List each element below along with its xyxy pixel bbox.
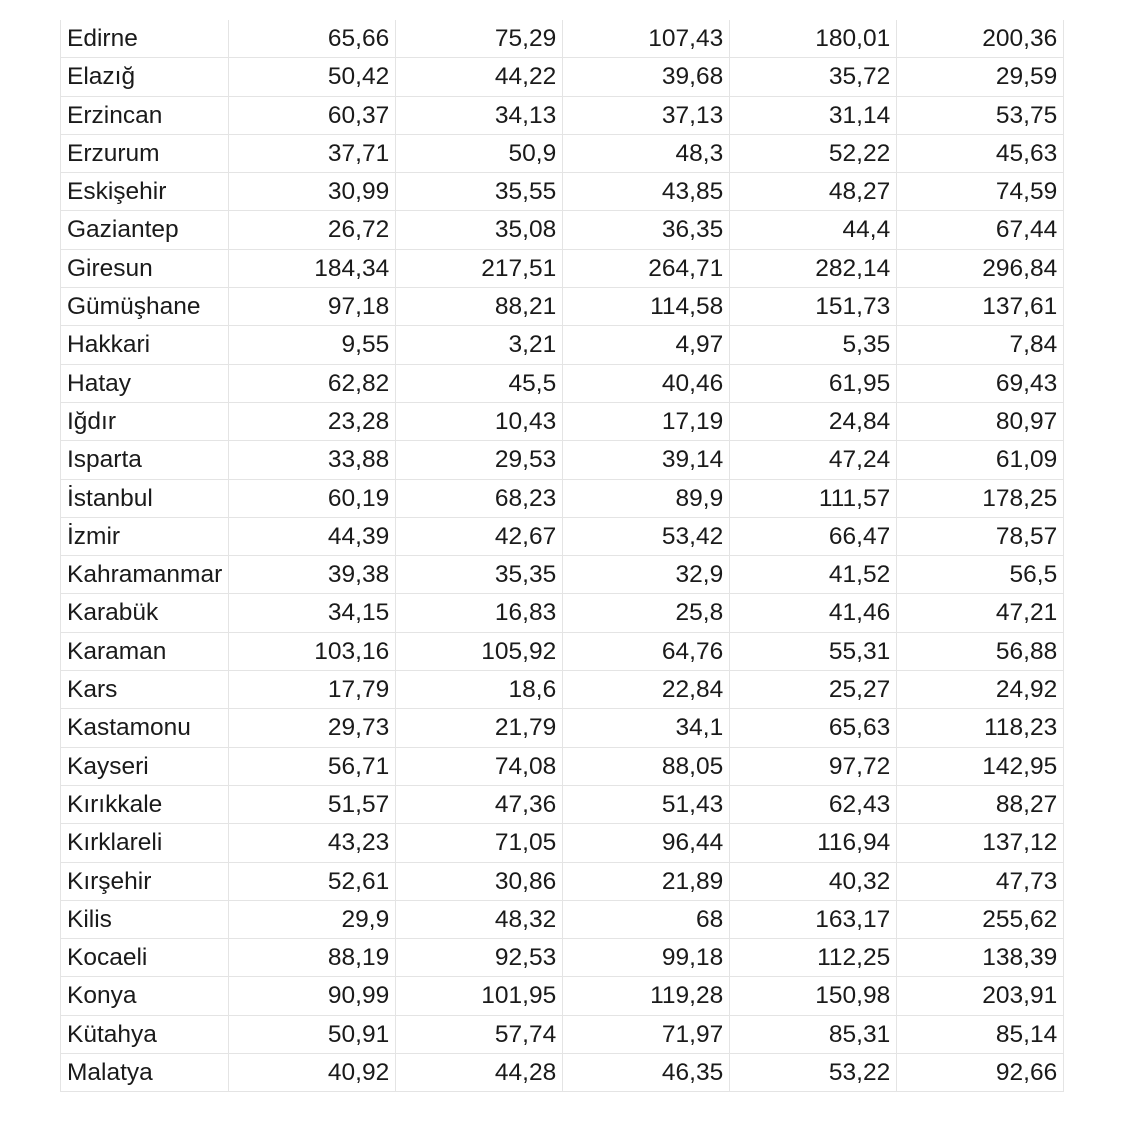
province-name-cell[interactable]: Konya bbox=[61, 977, 229, 1015]
value-cell-2[interactable]: 217,51 bbox=[396, 249, 563, 287]
value-cell-2[interactable]: 16,83 bbox=[396, 594, 563, 632]
value-cell-3[interactable]: 64,76 bbox=[563, 632, 730, 670]
value-cell-4[interactable]: 282,14 bbox=[730, 249, 897, 287]
value-cell-2[interactable]: 71,05 bbox=[396, 824, 563, 862]
value-cell-5[interactable]: 53,75 bbox=[897, 96, 1064, 134]
value-cell-1[interactable]: 33,88 bbox=[229, 441, 396, 479]
value-cell-4[interactable]: 40,32 bbox=[730, 862, 897, 900]
value-cell-4[interactable]: 66,47 bbox=[730, 517, 897, 555]
value-cell-2[interactable]: 44,22 bbox=[396, 58, 563, 96]
value-cell-1[interactable]: 184,34 bbox=[229, 249, 396, 287]
value-cell-2[interactable]: 35,08 bbox=[396, 211, 563, 249]
value-cell-3[interactable]: 68 bbox=[563, 900, 730, 938]
value-cell-1[interactable]: 44,39 bbox=[229, 517, 396, 555]
value-cell-2[interactable]: 35,55 bbox=[396, 173, 563, 211]
table-row bbox=[61, 20, 1064, 58]
value-cell-5[interactable]: 7,84 bbox=[897, 326, 1064, 364]
table-row bbox=[61, 288, 1064, 326]
value-cell-4[interactable]: 180,01 bbox=[730, 20, 897, 58]
province-name-cell[interactable]: Hakkari bbox=[61, 326, 229, 364]
table-row bbox=[61, 364, 1064, 402]
province-name-cell[interactable]: Isparta bbox=[61, 441, 229, 479]
value-cell-4[interactable]: 41,52 bbox=[730, 556, 897, 594]
value-cell-5[interactable]: 138,39 bbox=[897, 939, 1064, 977]
value-cell-4[interactable]: 151,73 bbox=[730, 288, 897, 326]
value-cell-5[interactable]: 47,21 bbox=[897, 594, 1064, 632]
value-cell-2[interactable]: 105,92 bbox=[396, 632, 563, 670]
value-cell-1[interactable]: 9,55 bbox=[229, 326, 396, 364]
value-cell-1[interactable]: 34,15 bbox=[229, 594, 396, 632]
value-cell-3[interactable]: 51,43 bbox=[563, 785, 730, 823]
province-name-cell[interactable]: Kahramanmar bbox=[61, 556, 229, 594]
value-cell-1[interactable]: 50,42 bbox=[229, 58, 396, 96]
province-name-cell[interactable]: Erzurum bbox=[61, 134, 229, 172]
value-cell-2[interactable]: 45,5 bbox=[396, 364, 563, 402]
value-cell-3[interactable]: 40,46 bbox=[563, 364, 730, 402]
value-cell-5[interactable]: 118,23 bbox=[897, 709, 1064, 747]
table-row bbox=[61, 556, 1064, 594]
value-cell-3[interactable]: 119,28 bbox=[563, 977, 730, 1015]
value-cell-4[interactable]: 111,57 bbox=[730, 479, 897, 517]
table-row bbox=[61, 939, 1064, 977]
table-row bbox=[61, 402, 1064, 440]
province-name-cell[interactable]: Kocaeli bbox=[61, 939, 229, 977]
province-name-cell[interactable]: İzmir bbox=[61, 517, 229, 555]
value-cell-1[interactable]: 60,37 bbox=[229, 96, 396, 134]
spreadsheet-table bbox=[60, 20, 1064, 1092]
table-row bbox=[61, 58, 1064, 96]
province-name-cell[interactable]: Kilis bbox=[61, 900, 229, 938]
value-cell-1[interactable]: 40,92 bbox=[229, 1054, 396, 1092]
value-cell-5[interactable]: 85,14 bbox=[897, 1015, 1064, 1053]
value-cell-2[interactable]: 18,6 bbox=[396, 671, 563, 709]
value-cell-2[interactable]: 101,95 bbox=[396, 977, 563, 1015]
province-name-cell[interactable]: Kayseri bbox=[61, 747, 229, 785]
province-name-cell[interactable]: Malatya bbox=[61, 1054, 229, 1092]
value-cell-3[interactable]: 107,43 bbox=[563, 20, 730, 58]
value-cell-3[interactable]: 43,85 bbox=[563, 173, 730, 211]
value-cell-5[interactable]: 137,12 bbox=[897, 824, 1064, 862]
value-cell-5[interactable]: 178,25 bbox=[897, 479, 1064, 517]
value-cell-2[interactable]: 42,67 bbox=[396, 517, 563, 555]
province-name-cell[interactable]: Kırklareli bbox=[61, 824, 229, 862]
value-cell-2[interactable]: 75,29 bbox=[396, 20, 563, 58]
province-name-cell[interactable]: Kars bbox=[61, 671, 229, 709]
table-row bbox=[61, 441, 1064, 479]
value-cell-3[interactable]: 21,89 bbox=[563, 862, 730, 900]
table-row bbox=[61, 249, 1064, 287]
province-name-cell[interactable]: Elazığ bbox=[61, 58, 229, 96]
value-cell-5[interactable]: 296,84 bbox=[897, 249, 1064, 287]
province-name-cell[interactable]: Gümüşhane bbox=[61, 288, 229, 326]
value-cell-5[interactable]: 24,92 bbox=[897, 671, 1064, 709]
value-cell-3[interactable]: 17,19 bbox=[563, 402, 730, 440]
value-cell-3[interactable]: 4,97 bbox=[563, 326, 730, 364]
value-cell-2[interactable]: 48,32 bbox=[396, 900, 563, 938]
value-cell-2[interactable]: 35,35 bbox=[396, 556, 563, 594]
table-row bbox=[61, 1054, 1064, 1092]
table-row bbox=[61, 134, 1064, 172]
value-cell-3[interactable]: 37,13 bbox=[563, 96, 730, 134]
value-cell-4[interactable]: 24,84 bbox=[730, 402, 897, 440]
table-row bbox=[61, 479, 1064, 517]
value-cell-4[interactable]: 62,43 bbox=[730, 785, 897, 823]
value-cell-3[interactable]: 36,35 bbox=[563, 211, 730, 249]
value-cell-3[interactable]: 34,1 bbox=[563, 709, 730, 747]
value-cell-4[interactable]: 85,31 bbox=[730, 1015, 897, 1053]
value-cell-3[interactable]: 53,42 bbox=[563, 517, 730, 555]
value-cell-1[interactable]: 103,16 bbox=[229, 632, 396, 670]
value-cell-2[interactable]: 88,21 bbox=[396, 288, 563, 326]
value-cell-4[interactable]: 35,72 bbox=[730, 58, 897, 96]
value-cell-5[interactable]: 92,66 bbox=[897, 1054, 1064, 1092]
value-cell-4[interactable]: 150,98 bbox=[730, 977, 897, 1015]
table-row bbox=[61, 517, 1064, 555]
value-cell-1[interactable]: 17,79 bbox=[229, 671, 396, 709]
value-cell-5[interactable]: 45,63 bbox=[897, 134, 1064, 172]
value-cell-5[interactable]: 56,88 bbox=[897, 632, 1064, 670]
value-cell-1[interactable]: 56,71 bbox=[229, 747, 396, 785]
value-cell-3[interactable]: 88,05 bbox=[563, 747, 730, 785]
table-row bbox=[61, 824, 1064, 862]
province-name-cell[interactable]: İstanbul bbox=[61, 479, 229, 517]
table-row bbox=[61, 173, 1064, 211]
province-name-cell[interactable]: Iğdır bbox=[61, 402, 229, 440]
table-row bbox=[61, 326, 1064, 364]
value-cell-4[interactable]: 47,24 bbox=[730, 441, 897, 479]
value-cell-1[interactable]: 29,9 bbox=[229, 900, 396, 938]
value-cell-1[interactable]: 30,99 bbox=[229, 173, 396, 211]
province-name-cell[interactable]: Kırıkkale bbox=[61, 785, 229, 823]
value-cell-1[interactable]: 37,71 bbox=[229, 134, 396, 172]
table-row bbox=[61, 977, 1064, 1015]
value-cell-2[interactable]: 21,79 bbox=[396, 709, 563, 747]
value-cell-5[interactable]: 47,73 bbox=[897, 862, 1064, 900]
value-cell-1[interactable]: 60,19 bbox=[229, 479, 396, 517]
value-cell-5[interactable]: 142,95 bbox=[897, 747, 1064, 785]
value-cell-2[interactable]: 47,36 bbox=[396, 785, 563, 823]
province-name-cell[interactable]: Edirne bbox=[61, 20, 229, 58]
value-cell-3[interactable]: 39,14 bbox=[563, 441, 730, 479]
value-cell-5[interactable]: 78,57 bbox=[897, 517, 1064, 555]
value-cell-4[interactable]: 25,27 bbox=[730, 671, 897, 709]
value-cell-3[interactable]: 99,18 bbox=[563, 939, 730, 977]
value-cell-4[interactable]: 116,94 bbox=[730, 824, 897, 862]
province-name-cell[interactable]: Gaziantep bbox=[61, 211, 229, 249]
value-cell-4[interactable]: 48,27 bbox=[730, 173, 897, 211]
table-row bbox=[61, 862, 1064, 900]
value-cell-1[interactable]: 26,72 bbox=[229, 211, 396, 249]
value-cell-5[interactable]: 255,62 bbox=[897, 900, 1064, 938]
value-cell-3[interactable]: 48,3 bbox=[563, 134, 730, 172]
value-cell-3[interactable]: 96,44 bbox=[563, 824, 730, 862]
table-row bbox=[61, 211, 1064, 249]
value-cell-3[interactable]: 89,9 bbox=[563, 479, 730, 517]
value-cell-1[interactable]: 23,28 bbox=[229, 402, 396, 440]
table-row bbox=[61, 671, 1064, 709]
value-cell-2[interactable]: 68,23 bbox=[396, 479, 563, 517]
table-row bbox=[61, 900, 1064, 938]
province-name-cell[interactable]: Giresun bbox=[61, 249, 229, 287]
value-cell-2[interactable]: 3,21 bbox=[396, 326, 563, 364]
value-cell-2[interactable]: 50,9 bbox=[396, 134, 563, 172]
province-name-cell[interactable]: Karabük bbox=[61, 594, 229, 632]
province-name-cell[interactable]: Eskişehir bbox=[61, 173, 229, 211]
value-cell-4[interactable]: 163,17 bbox=[730, 900, 897, 938]
province-name-cell[interactable]: Kastamonu bbox=[61, 709, 229, 747]
value-cell-1[interactable]: 97,18 bbox=[229, 288, 396, 326]
value-cell-4[interactable]: 44,4 bbox=[730, 211, 897, 249]
province-name-cell[interactable]: Erzincan bbox=[61, 96, 229, 134]
table-row bbox=[61, 1015, 1064, 1053]
table-row bbox=[61, 709, 1064, 747]
table-row bbox=[61, 747, 1064, 785]
value-cell-5[interactable]: 74,59 bbox=[897, 173, 1064, 211]
table-row bbox=[61, 594, 1064, 632]
value-cell-4[interactable]: 61,95 bbox=[730, 364, 897, 402]
value-cell-3[interactable]: 25,8 bbox=[563, 594, 730, 632]
value-cell-4[interactable]: 5,35 bbox=[730, 326, 897, 364]
value-cell-3[interactable]: 114,58 bbox=[563, 288, 730, 326]
value-cell-5[interactable]: 67,44 bbox=[897, 211, 1064, 249]
value-cell-4[interactable]: 112,25 bbox=[730, 939, 897, 977]
value-cell-5[interactable]: 80,97 bbox=[897, 402, 1064, 440]
value-cell-5[interactable]: 200,36 bbox=[897, 20, 1064, 58]
value-cell-1[interactable]: 29,73 bbox=[229, 709, 396, 747]
value-cell-2[interactable]: 44,28 bbox=[396, 1054, 563, 1092]
value-cell-1[interactable]: 90,99 bbox=[229, 977, 396, 1015]
value-cell-4[interactable]: 53,22 bbox=[730, 1054, 897, 1092]
value-cell-3[interactable]: 46,35 bbox=[563, 1054, 730, 1092]
value-cell-2[interactable]: 34,13 bbox=[396, 96, 563, 134]
value-cell-3[interactable]: 264,71 bbox=[563, 249, 730, 287]
value-cell-4[interactable]: 31,14 bbox=[730, 96, 897, 134]
value-cell-5[interactable]: 69,43 bbox=[897, 364, 1064, 402]
value-cell-1[interactable]: 43,23 bbox=[229, 824, 396, 862]
province-name-cell[interactable]: Karaman bbox=[61, 632, 229, 670]
value-cell-1[interactable]: 52,61 bbox=[229, 862, 396, 900]
value-cell-1[interactable]: 65,66 bbox=[229, 20, 396, 58]
value-cell-4[interactable]: 97,72 bbox=[730, 747, 897, 785]
value-cell-2[interactable]: 74,08 bbox=[396, 747, 563, 785]
value-cell-4[interactable]: 41,46 bbox=[730, 594, 897, 632]
value-cell-2[interactable]: 29,53 bbox=[396, 441, 563, 479]
value-cell-3[interactable]: 71,97 bbox=[563, 1015, 730, 1053]
value-cell-1[interactable]: 88,19 bbox=[229, 939, 396, 977]
province-name-cell[interactable]: Kırşehir bbox=[61, 862, 229, 900]
province-name-cell[interactable]: Hatay bbox=[61, 364, 229, 402]
value-cell-4[interactable]: 52,22 bbox=[730, 134, 897, 172]
value-cell-1[interactable]: 39,38 bbox=[229, 556, 396, 594]
value-cell-5[interactable]: 56,5 bbox=[897, 556, 1064, 594]
value-cell-1[interactable]: 62,82 bbox=[229, 364, 396, 402]
value-cell-5[interactable]: 203,91 bbox=[897, 977, 1064, 1015]
value-cell-5[interactable]: 61,09 bbox=[897, 441, 1064, 479]
table-row bbox=[61, 785, 1064, 823]
value-cell-4[interactable]: 55,31 bbox=[730, 632, 897, 670]
table-row bbox=[61, 632, 1064, 670]
value-cell-3[interactable]: 22,84 bbox=[563, 671, 730, 709]
value-cell-2[interactable]: 92,53 bbox=[396, 939, 563, 977]
table-body bbox=[61, 20, 1064, 1092]
value-cell-5[interactable]: 137,61 bbox=[897, 288, 1064, 326]
value-cell-3[interactable]: 39,68 bbox=[563, 58, 730, 96]
value-cell-5[interactable]: 88,27 bbox=[897, 785, 1064, 823]
value-cell-3[interactable]: 32,9 bbox=[563, 556, 730, 594]
value-cell-1[interactable]: 51,57 bbox=[229, 785, 396, 823]
province-name-cell[interactable]: Kütahya bbox=[61, 1015, 229, 1053]
value-cell-5[interactable]: 29,59 bbox=[897, 58, 1064, 96]
value-cell-2[interactable]: 57,74 bbox=[396, 1015, 563, 1053]
table-row bbox=[61, 96, 1064, 134]
value-cell-1[interactable]: 50,91 bbox=[229, 1015, 396, 1053]
value-cell-4[interactable]: 65,63 bbox=[730, 709, 897, 747]
value-cell-2[interactable]: 10,43 bbox=[396, 402, 563, 440]
value-cell-2[interactable]: 30,86 bbox=[396, 862, 563, 900]
